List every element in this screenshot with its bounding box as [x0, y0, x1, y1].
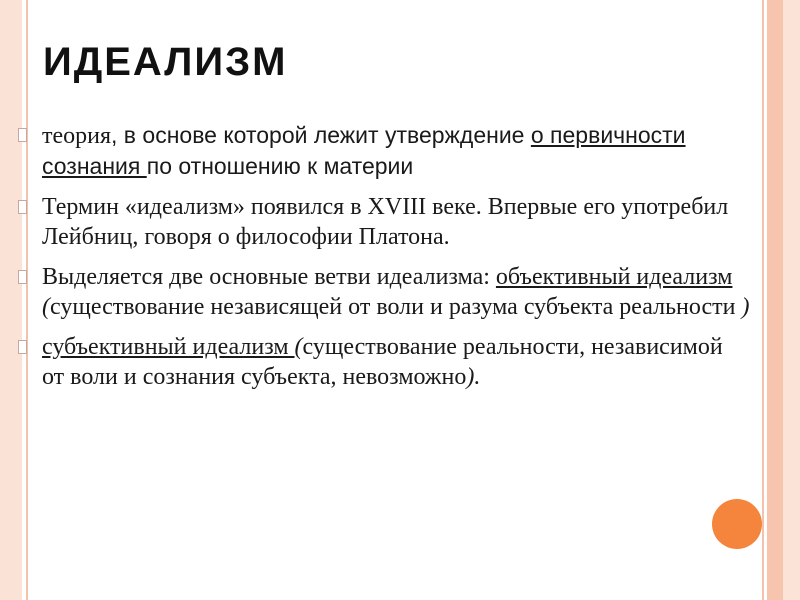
- bullet-box-icon: [18, 270, 27, 284]
- bullet-item-4: [10, 332, 750, 392]
- bullet-1-text-d: по отношению к материи: [146, 153, 414, 179]
- right-decor-band-outer: [783, 0, 800, 600]
- bullet-item-2: [10, 192, 750, 252]
- bullet-3-text-a: Выделяется две основные ветви идеализма:: [42, 264, 496, 290]
- bullet-box-icon: [18, 128, 27, 142]
- bullet-2-text: Термин «идеализм» появился в XVIII веке. Впервые его употребил Лейбниц, говоря о философии Платона.: [42, 194, 729, 250]
- bullet-item-1: [10, 120, 750, 182]
- bullet-list: [10, 120, 750, 402]
- right-decor-band: [767, 0, 783, 600]
- bullet-4-text-c: существование реальности, независимой от воли и сознания субъекта, невозможно: [42, 334, 723, 390]
- bullet-box-icon: [18, 200, 27, 214]
- bullet-item-3: [10, 262, 750, 322]
- bullet-4-text-b: (: [294, 334, 303, 360]
- bullet-3-text-b: объективный идеализм: [495, 264, 733, 290]
- slide-title: ИДЕАЛИЗМ: [43, 40, 288, 84]
- bullet-1-text-a: теория: [42, 123, 112, 149]
- bullet-1-text-c: о первичности сознания: [42, 122, 686, 179]
- bullet-4-text-a: субъективный идеализм: [42, 334, 295, 360]
- decor-orange-circle: [712, 499, 762, 549]
- bullet-box-icon: [18, 340, 27, 354]
- bullet-4-text-d: ).: [466, 364, 481, 390]
- bullet-3-text-e: ): [741, 294, 750, 320]
- bullet-3-text-d: существование независящей от воли и разума субъекта реальности: [50, 294, 742, 320]
- bullet-3-text-c: (: [42, 294, 50, 320]
- bullet-1-text-b: , в основе которой лежит утверждение: [111, 122, 531, 148]
- right-decor-line: [762, 0, 764, 600]
